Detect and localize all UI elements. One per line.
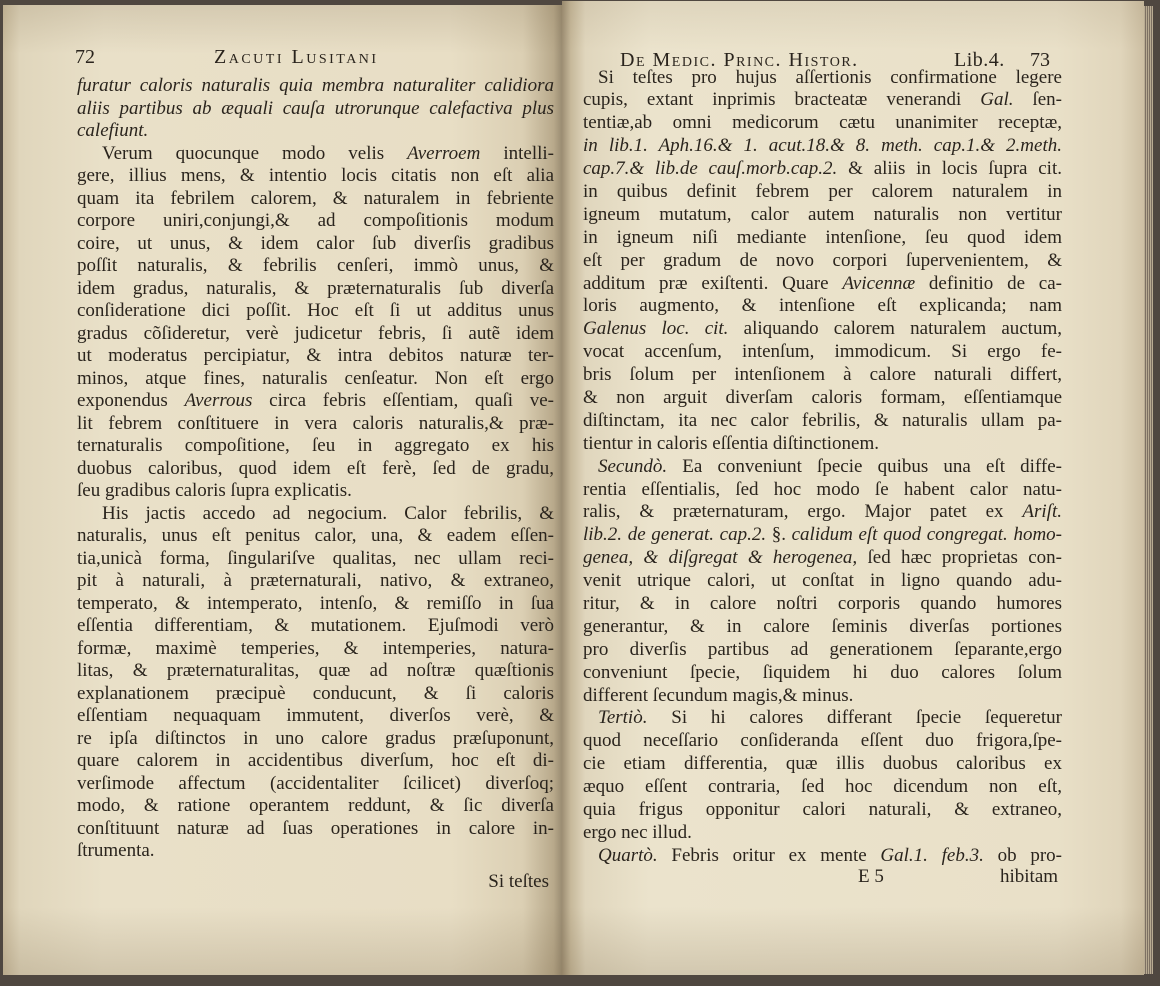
signature-mark: E 5: [858, 866, 884, 887]
text-line: rentia eſſentialis, ſed hoc modo ſe habent calor natu-: [583, 478, 1062, 500]
text-line: quod neceſſario conſideranda eſſent duo frigora,ſpe-: [583, 730, 1062, 752]
text-line: cie etiam differentia, quæ illis duobus caloribus ex: [583, 753, 1062, 775]
text-line: in igneum niſi mediante intenſione, ſeu quod idem: [583, 226, 1062, 248]
text-line: cap.7.& lib.de cauſ.morb.cap.2. & aliis in locis ſupra cit.: [583, 158, 1062, 180]
italic-run: cap.7.& lib.de cauſ.morb.cap.2.: [583, 158, 838, 180]
italic-run: Averrous: [184, 390, 253, 411]
text-line: poſſit naturalis, & febrilis cenſeri, immò unus, &: [77, 255, 554, 276]
text-line: temperato, & intemperato, intenſo, & remiſſo in ſua: [77, 592, 554, 614]
text-line: tentiæ,ab omni medicorum cætu unanimiter receptæ,: [583, 112, 1062, 134]
text-line: eſſentiam nequaquam immutent, diverſos verè, &: [77, 705, 554, 726]
text-line: tientur in caloris eſſentia diſtinctionem.: [583, 432, 880, 454]
page-number: 73: [1030, 49, 1050, 71]
text-line: lit febrem conſtituere in vera caloris naturalis,& præ-: [77, 412, 554, 434]
italic-run: furatur caloris naturalis quia membra naturaliter calidiora: [77, 75, 554, 96]
text-line: ergo nec illud.: [583, 821, 692, 843]
running-head: Zacuti Lusitani: [214, 46, 379, 68]
text-line: igneum mutatum, calor autem naturalis non vertitur: [583, 203, 1062, 225]
paragraph: [583, 707, 1062, 844]
text-line: [77, 75, 554, 98]
text-line: conveniunt ſpecie, ſiquidem hi duo calores ſolum: [583, 661, 1062, 683]
paragraph: [77, 143, 554, 503]
text-line: formæ, maximè temperies, & intemperies, natura-: [77, 637, 554, 659]
right-page: [562, 1, 1144, 975]
text-line: pro diverſis partibus ad generationem ſeparante,ergo: [583, 638, 1062, 660]
catchword: hibitam: [1000, 866, 1059, 887]
paragraph: [77, 503, 554, 863]
text-line: Secundò. Ea conveniunt ſpecie quibus una eſt diffe-: [598, 455, 1062, 477]
text-line: ſeu gradibus caloris ſupra explicatis.: [77, 480, 352, 501]
italic-run: calidum eſt quod congregat. homo-: [791, 524, 1062, 546]
italic-run: aliis partibus ab æquali cauſa utrorunque calefactiva plus: [77, 97, 554, 119]
page-number: 72: [75, 46, 95, 68]
italic-run: lib.2. de generat. cap.2.: [583, 524, 767, 546]
text-line: litas, & præternaturalitas, quæ ad noſtræ quæſtionis: [77, 660, 554, 681]
text-line: Tertiò. Si hi calores differant ſpecie ſequeretur: [598, 707, 1062, 729]
text-line: quia frigus opponitur calori naturali, & extraneo,: [583, 799, 1062, 820]
italic-run: Secundò.: [598, 455, 668, 477]
text-line: gradus cõſideretur, verè judicetur febris, ſi autẽ idem: [77, 322, 554, 344]
text-line: Si teſtes pro hujus aſſertionis confirmatione legere: [598, 66, 1062, 88]
text-line: naturalis, unus eſt penitus calor, una, & eadem eſſen-: [77, 525, 554, 546]
text-line: [77, 98, 554, 121]
text-line: ut moderatus percipiatur, & intra debitos naturæ ter-: [77, 345, 554, 366]
text-line: corpore uniri,conjungi,& ad compoſitionis modum: [77, 210, 554, 231]
text-line: conſtituunt naturæ ad ſuas operationes in calore in-: [77, 817, 554, 839]
text-line: duobus caloribus, quod idem eſt ferè, ſed de gradu,: [77, 457, 554, 479]
italic-run: Galenus loc. cit.: [583, 318, 729, 340]
paragraph: [583, 67, 1062, 456]
left-page: [3, 5, 562, 975]
text-line: diſtinctam, ita nec calor febrilis, & naturalis ullam pa-: [583, 409, 1062, 431]
text-line: [583, 135, 1062, 158]
text-line: generantur, & in calore ſeminis diverſas portiones: [583, 615, 1062, 637]
text-line: verſimode affectum (accidentaliter ſcilicet) diverſoq;: [77, 772, 554, 794]
text-line: quare calorem in accidentibus diverſum, hoc eſt di-: [77, 750, 554, 771]
italic-run: Averroem: [407, 142, 481, 164]
page-edges: [1144, 6, 1153, 974]
text-line: æquo eſſent contraria, ſed hoc dicendum non eſt,: [583, 776, 1062, 798]
italic-run: Gal.1. feb.3.: [880, 844, 984, 866]
italic-run: Tertiò.: [598, 707, 648, 729]
text-line: re ipſa diſtinctos in uno calore gradus præſuponunt,: [77, 727, 554, 749]
text-line: loris augmento, & intenſione eſt explicanda; nam: [583, 295, 1062, 317]
text-line: tia,unicà forma, ſingulariſve qualitas, nec ullam reci-: [77, 547, 554, 569]
text-line: & non arguit diverſam caloris formam, eſſentiamque: [583, 386, 1062, 408]
text-line: quam ita febrilem calorem, & naturalem in febriente: [77, 187, 554, 209]
text-line: minos, atque fines, naturalis cenſeatur. Non eſt ergo: [77, 367, 554, 389]
book-number: Lib.4.: [954, 49, 1005, 71]
text-line: idem gradus, naturalis, & præternaturalis ſub diverſa: [77, 277, 554, 299]
italic-run: Gal.: [980, 89, 1014, 111]
text-line: eſt per gradum de novo corpori ſupervenientem, &: [583, 249, 1062, 271]
paragraph: [77, 75, 554, 143]
text-line: Quartò. Febris oritur ex mente Gal.1. feb.3. ob pro-: [598, 844, 1063, 866]
text-line: coire, ut unus, & idem calor ſub diverſis gradibus: [77, 232, 554, 254]
text-line: pit à naturali, à præternaturali, nativo, & extraneo,: [77, 570, 554, 591]
right-page-text: [583, 67, 1062, 868]
text-line: gere, illius mens, & intentio locis citatis non eſt alia: [77, 165, 554, 186]
text-line: lib.2. de generat. cap.2. §. calidum eſt quod congregat. homo-: [583, 524, 1062, 546]
paragraph: [583, 845, 1062, 868]
text-line: bris ſolum per intenſionem à calore naturali differt,: [583, 364, 1062, 386]
text-line: explanationem præcipuè conducunt, & ſi caloris: [77, 682, 554, 704]
text-line: venit utrique calori, ut conſtat in ligno quando adu-: [583, 570, 1062, 592]
running-head-title: De Medic. Princ. Histor.: [620, 49, 859, 71]
italic-run: Avicennæ: [842, 272, 916, 294]
text-line: eſſentia differentiam, & mutationem. Ejuſmodi verò: [77, 615, 554, 636]
text-line: exponendus Averrous circa febris eſſentiam, quaſi ve-: [77, 390, 554, 411]
italic-run: Quartò.: [598, 844, 658, 866]
text-line: Verum quocunque modo velis Averroem intelli-: [102, 142, 554, 164]
text-line: ternaturalis compoſitione, ſeu in aggregato ex his: [77, 435, 554, 456]
text-line: ritur, & in calore noſtri corporis quando humores: [583, 592, 1062, 614]
italic-run: in lib.1. Aph.16.& 1. acut.18.& 8. meth. cap.1.& 2.meth.: [583, 135, 1062, 157]
text-line: genea, & diſgregat & herogenea, ſed hæc proprietas con-: [583, 547, 1062, 569]
text-line: modo, & ratione operantem reddunt, & ſic diverſa: [77, 795, 554, 816]
text-line: ralis, & præternaturam, ergo. Major patet ex Ariſt.: [583, 501, 1062, 523]
text-line: Galenus loc. cit. aliquando calorem naturalem auctum,: [583, 318, 1062, 340]
text-line: different ſecundum magis,& minus.: [583, 684, 854, 706]
text-line: vocat accenſum, intenſum, immodicum. Si ergo fe-: [583, 341, 1062, 363]
text-line: [77, 120, 554, 143]
text-line: additum præ exiſtenti. Quare Avicennæ definitio de ca-: [583, 272, 1062, 294]
paragraph: [583, 456, 1062, 708]
italic-run: calefiunt.: [77, 120, 149, 141]
text-line: His jactis accedo ad negocium. Calor febrilis, &: [102, 502, 554, 524]
italic-run: genea, & diſgregat & herogenea,: [583, 547, 858, 569]
text-line: ſtrumenta.: [77, 840, 155, 861]
text-line: cupis, extant inprimis bracteatæ venerandi Gal. ſen-: [583, 89, 1063, 111]
catchword: Si teſtes: [488, 871, 549, 892]
text-line: in quibus definit febrem per calorem naturalem in: [583, 180, 1062, 202]
left-page-text: [77, 75, 554, 863]
text-line: conſideratione dici poſſit. Hoc eſt ſi ut additus unus: [77, 300, 554, 321]
italic-run: Ariſt.: [1022, 501, 1062, 523]
